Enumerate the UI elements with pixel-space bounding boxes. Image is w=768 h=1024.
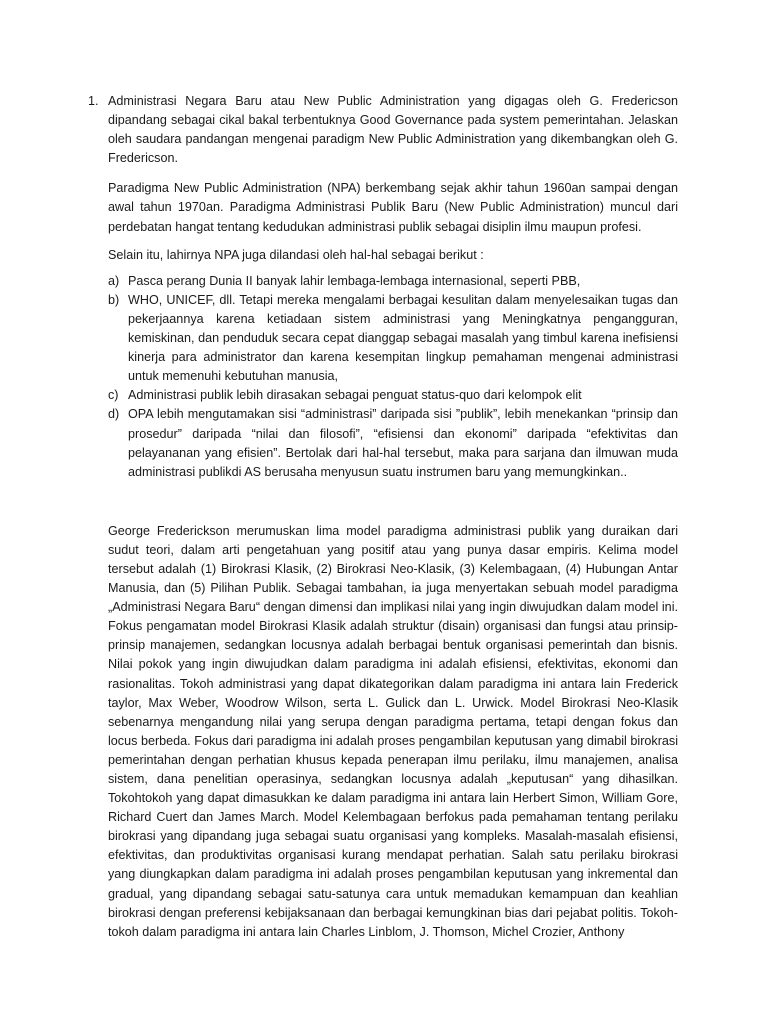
reasons-list (108, 272, 678, 482)
list-item (108, 405, 678, 481)
list-item-label: d) (108, 407, 120, 422)
paragraph-npa-background: Selain itu, lahirnya NPA juga dilandasi oleh hal-hal sebagai berikut : (108, 247, 484, 262)
paragraph-npa-intro: Paradigma New Public Administration (NPA) berkembang sejak akhir tahun 1960an sampai dengan awal tahun 1970an. Paradigma Administrasi Publik Baru (New Public Administration) muncul dari perdebatan hangat tentang kedudukan administrasi publik sebagai disiplin ilmu maupun profesi. (108, 181, 678, 234)
list-item-label: c) (108, 388, 119, 403)
list-item-label: a) (108, 273, 120, 288)
document-body (88, 92, 678, 942)
list-item-text: WHO, UNICEF, dll. Tetapi mereka mengalami berbagai kesulitan dalam menyelesaikan tugas dan pekerjaannya karena ketiadaan sistem administrasi yang Meningkatnya pengangguran, kemiskinan, dan penduduk secara cepat dianggap sebagai masalah yang timbul karena inefisiensi kinerja para administrator dan karena kesempitan lingkup pemahaman mengenai administrasi untuk memenuhi kebutuhan manusia, (128, 292, 678, 384)
list-item-label: b) (108, 292, 120, 307)
paragraph-frederickson-models: George Frederickson merumuskan lima model paradigma administrasi publik yang duraikan dari sudut teori, dalam arti pengetahuan yang positif atau yang punya dasar empiris. Kelima model tersebut adalah (1) Birokrasi Klasik, (2) Birokrasi Neo-Klasik, (3) Kelembagaan, (4) Hubungan Antar Manusia, dan (5) Pilihan Publik. Sebagai tambahan, ia juga menyertakan sebuah model paradigma „Administrasi Negara Baru“ dengan dimensi dan implikasi nilai yang ingin diwujudkan dalam model ini. Fokus pengamatan model Birokrasi Klasik adalah struktur (disain) organisasi dan fungsi atau prinsip-prinsip manajemen, sedangkan locusnya adalah berbagai bentuk organisasi pemerintah dan bisnis. Nilai pokok yang ingin diwujudkan dalam paradigma ini adalah efisiensi, efektivitas, ekonomi dan rasionalitas. Tokoh administrasi yang dapat dikategorikan dalam paradigma ini antara lain Frederick taylor, Max Weber, Woodrow Wilson, serta L. Gulick dan L. Urwick. Model Birokrasi Neo-Klasik sebenarnya mengandung nilai yang serupa dengan paradigma pertama, tetapi dengan fokus dan locus berbeda. Fokus dari paradigma ini adalah proses pengambilan keputusan yang dimabil birokrasi pemerintahan dengan perhatian khusus kepada penerapan ilmu perilaku, ilmu manajemen, analisa sistem, dana penelitian operasinya, sedangkan locusnya adalah „keputusan“ yang dihasilkan. Tokohtokoh yang dapat dimasukkan ke dalam paradigma ini antara lain Herbert Simon, William Gore, Richard Cuert dan James March. Model Kelembagaan berfokus pada pemahaman tentang perilaku birokrasi yang dipandang juga sebagai suatu organisasi yang kompleks. Masalah-masalah efisiensi, efektivitas, dan produktivitas organisasi kurang mendapat perhatian. Salah satu perilaku birokrasi yang diungkapkan dalam paradigma ini adalah proses pengambilan keputusan yang inkremental dan gradual, yang dipandang sebagai satu-satunya cara untuk memadukan kemampuan dan keahlian birokrasi dengan preferensi kebijaksanaan dan berbagai kemungkinan bias dari pejabat politis. Tokoh-tokoh dalam paradigma ini antara lain Charles Linblom, J. Thomson, Michel Crozier, Anthony (108, 523, 678, 939)
question-number: 1. (88, 94, 99, 108)
question-item (88, 92, 678, 168)
question-text: Administrasi Negara Baru atau New Public Administration yang digagas oleh G. Fredericson dipandang sebagai cikal bakal terbentuknya Good Governance pada system pemerintahan. Jelaskan oleh saudara pandangan mengenai paradigm New Public Administration yang dikembangkan oleh G. Fredericson. (108, 94, 678, 166)
list-item-text: Administrasi publik lebih dirasakan sebagai penguat status-quo dari kelompok elit (128, 388, 582, 403)
list-item-text: Pasca perang Dunia II banyak lahir lembaga-lembaga internasional, seperti PBB, (128, 273, 581, 288)
section-spacer (88, 482, 678, 522)
list-item-text: OPA lebih mengutamakan sisi “administrasi” daripada sisi ”publik”, lebih menekankan “prinsip dan prosedur” daripada “nilai dan filosofi”, “efisiensi dan ekonomi” daripada “efektivitas dan pelayananan yang efisien”. Bertolak dari hal-hal tersebut, maka para sarjana dan ilmuwan muda administrasi publikdi AS berusaha menyusun suatu instrumen baru yang memungkinkan.. (128, 407, 678, 479)
list-item (108, 272, 678, 291)
list-item (108, 291, 678, 386)
list-item (108, 386, 678, 405)
